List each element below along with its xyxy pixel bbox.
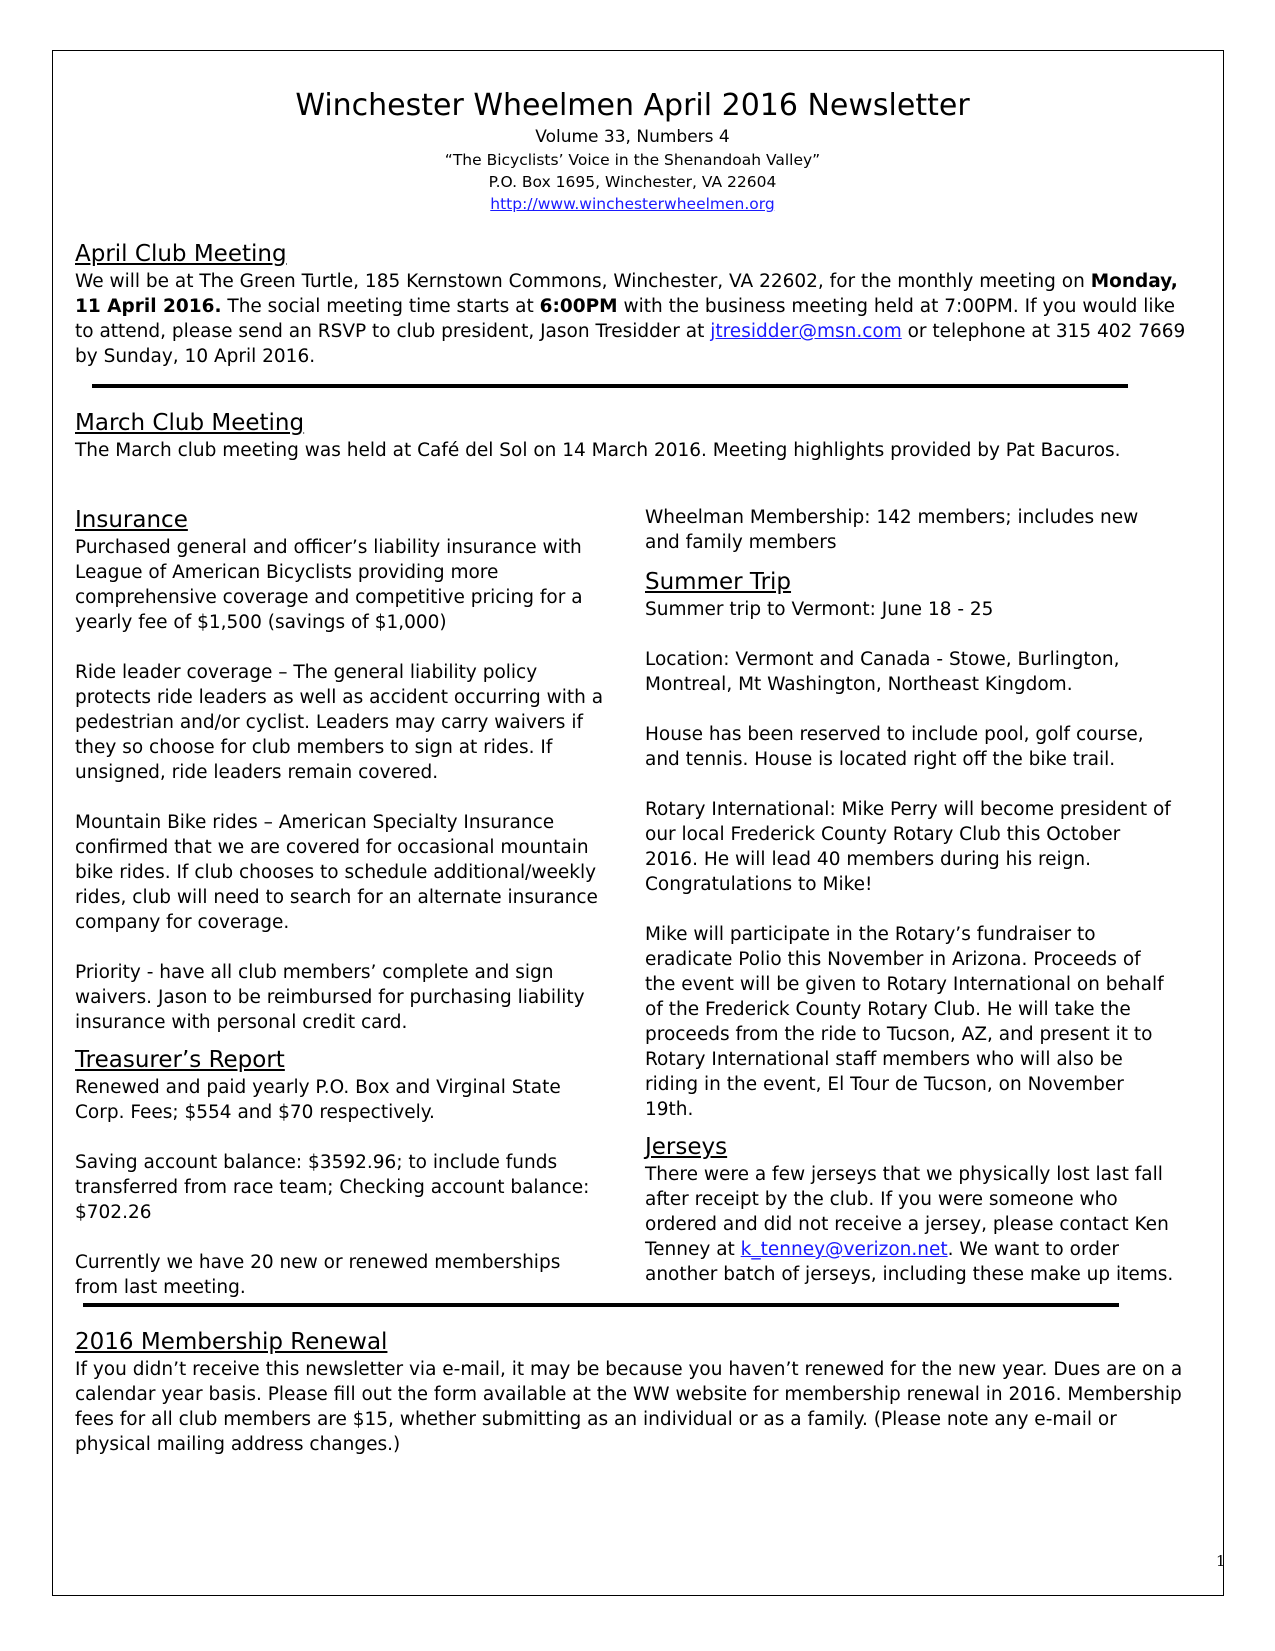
summer-trip-paragraph-2: Location: Vermont and Canada - Stowe, Burlington, Montreal, Mt Washington, Northeast Kingdom.	[645, 649, 1120, 695]
treasurer-paragraph-1: Renewed and paid yearly P.O. Box and Virginal State Corp. Fees; $554 and $70 respectively.	[75, 1077, 561, 1123]
april-meeting-text	[75, 269, 1190, 369]
section-divider-2	[83, 1303, 1119, 1307]
jerseys-heading: Jerseys	[645, 1134, 728, 1160]
rotary-paragraph-1: Rotary International: Mike Perry will become president of our local Frederick County Rotary Club this October 2016. He will lead 40 members during his reign. Congratulations to Mike!	[645, 799, 1171, 895]
right-column	[645, 505, 1175, 1287]
summer-trip-paragraph-1: Summer trip to Vermont: June 18 - 25	[645, 599, 994, 620]
treasurer-heading: Treasurer’s Report	[75, 1047, 285, 1073]
treasurer-paragraph-2: Saving account balance: $3592.96; to include funds transferred from race team; Checking account balance: $702.26	[75, 1152, 590, 1223]
jerseys-paragraph	[645, 1162, 1175, 1287]
section-divider-1	[92, 384, 1128, 388]
website-link[interactable]: http://www.winchesterwheelmen.org	[490, 195, 775, 213]
volume-line: Volume 33, Numbers 4	[535, 127, 730, 147]
summer-trip-paragraph-3: House has been reserved to include pool, golf course, and tennis. House is located right off the bike trail.	[645, 724, 1144, 770]
renewal-heading: 2016 Membership Renewal	[75, 1329, 388, 1355]
membership-count-text: Wheelman Membership: 142 members; includes new and family members	[645, 507, 1139, 553]
newsletter-header	[75, 86, 1190, 215]
jerseys-text-1: There were a few jerseys that we physically lost last fall after receipt by the club. If you were someone who ordered and did not receive a jersey, please contact Ken Tenney at	[645, 1164, 1169, 1260]
april-text-1: We will be at The Green Turtle, 185 Kernstown Commons, Winchester, VA 22602, for the monthly meeting on	[75, 271, 1091, 292]
april-time-bold: 6:00PM	[539, 296, 618, 317]
treasurer-paragraph-3: Currently we have 20 new or renewed memberships from last meeting.	[75, 1252, 561, 1298]
left-column	[75, 505, 605, 1300]
march-meeting-heading: March Club Meeting	[75, 410, 305, 436]
insurance-paragraph-3: Mountain Bike rides – American Specialty Insurance confirmed that we are covered for occasional mountain bike rides. If club chooses to schedule additional/weekly rides, club will need to search for an alternate insurance company for coverage.	[75, 812, 598, 933]
newsletter-title: Winchester Wheelmen April 2016 Newsletter	[295, 88, 970, 123]
april-text-4: or telephone at 315 402 7669 by Sunday, 10 April 2016.	[75, 321, 1186, 367]
april-text-2: The social meeting time starts at	[221, 296, 540, 317]
insurance-heading: Insurance	[75, 507, 188, 533]
april-date-bold: Monday, 11 April 2016.	[75, 271, 1178, 317]
jerseys-text-2: . We want to order another batch of jerseys, including these make up items.	[645, 1239, 1174, 1285]
rotary-paragraph-2: Mike will participate in the Rotary’s fundraiser to eradicate Polio this November in Arizona. Proceeds of the event will be given to Rotary International on behalf of the Frederick County Rotary Club. He will take the proceeds from the ride to Tucson, AZ, and present it to Rotary International staff members who will also be riding in the event, El Tour de Tucson, on November 19th.	[645, 924, 1164, 1120]
motto-line: “The Bicyclists’ Voice in the Shenandoah Valley”	[444, 151, 821, 169]
page-number: 1	[1216, 1552, 1226, 1570]
renewal-text: If you didn’t receive this newsletter via e-mail, it may be because you haven’t renewed for the new year. Dues are on a calendar year basis. Please fill out the form available at the WW website for membership renewal in 2016. Membership fees for all club members are $15, whether submitting as an individual or as a family. (Please note any e-mail or physical mailing address changes.)	[75, 1359, 1183, 1455]
summer-trip-heading: Summer Trip	[645, 569, 792, 595]
april-meeting-heading: April Club Meeting	[75, 241, 287, 267]
president-email-link[interactable]: jtresidder@msn.com	[710, 321, 902, 342]
newsletter-content	[75, 86, 1190, 369]
insurance-paragraph-2: Ride leader coverage – The general liability policy protects ride leaders as well as accident occurring with a pedestrian and/or cyclist. Leaders may carry waivers if they so choose for club members to sign at rides. If unsigned, ride leaders remain covered.	[75, 662, 604, 783]
insurance-paragraph-1: Purchased general and officer’s liability insurance with League of American Bicyclists providing more comprehensive coverage and competitive pricing for a yearly fee of $1,500 (savings of $1,000)	[75, 537, 583, 633]
april-text-3: with the business meeting held at 7:00PM. If you would like to attend, please send an RSVP to club president, Jason Tresidder at	[75, 296, 1176, 342]
address-line: P.O. Box 1695, Winchester, VA 22604	[488, 173, 777, 191]
march-meeting-text: The March club meeting was held at Café del Sol on 14 March 2016. Meeting highlights provided by Pat Bacuros.	[75, 440, 1121, 461]
insurance-paragraph-4: Priority - have all club members’ complete and sign waivers. Jason to be reimbursed for purchasing liability insurance with personal credit card.	[75, 962, 585, 1033]
jerseys-email-link[interactable]: k_tenney@verizon.net	[740, 1239, 948, 1260]
